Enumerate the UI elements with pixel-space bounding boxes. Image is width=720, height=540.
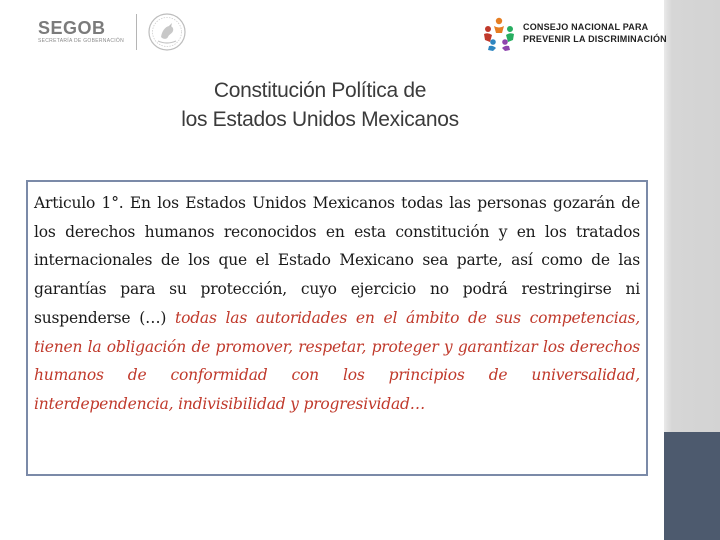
article-box xyxy=(26,180,648,476)
segob-logo xyxy=(38,14,187,50)
conapred-logo-text xyxy=(523,21,667,45)
page-title-line-1: Constitución Política de xyxy=(213,79,427,102)
segob-subtitle: SECRETARÍA DE GOBERNACIÓN xyxy=(38,38,125,44)
article-emphasis-text: todas las autoridades en el ámbito de sus competencias, tienen la obligación de promover, respetar, proteger y garantizar los derechos humanos de conformidad con los principios de universalidad, interdependencia, indivisibilidad y progresividad… xyxy=(34,308,640,413)
people-figures-logo-icon xyxy=(481,15,517,51)
side-band-dark-block xyxy=(664,432,720,540)
segob-divider xyxy=(136,14,137,50)
segob-name: SEGOB xyxy=(38,18,106,38)
mexican-eagle-seal-icon xyxy=(147,12,187,52)
segob-logo-text xyxy=(38,19,124,45)
page-title xyxy=(110,76,530,134)
conapred-line-1: CONSEJO NACIONAL PARA xyxy=(523,22,649,32)
page-title-line-2: los Estados Unidos Mexicanos xyxy=(181,108,459,131)
article-text xyxy=(34,189,640,419)
conapred-line-2: PREVENIR LA DISCRIMINACIÓN xyxy=(523,34,667,44)
article-plain-text: Articulo 1°. En los Estados Unidos Mexicanos todas las personas gozarán de los derechos humanos reconocidos en esta constitución y en los tratados internacionales de los que el Estado Mexicano sea parte, así como de las garantías para su protección, cuyo ejercicio no podrá restringirse ni suspenderse (…) xyxy=(34,194,640,327)
conapred-logo xyxy=(481,15,667,51)
